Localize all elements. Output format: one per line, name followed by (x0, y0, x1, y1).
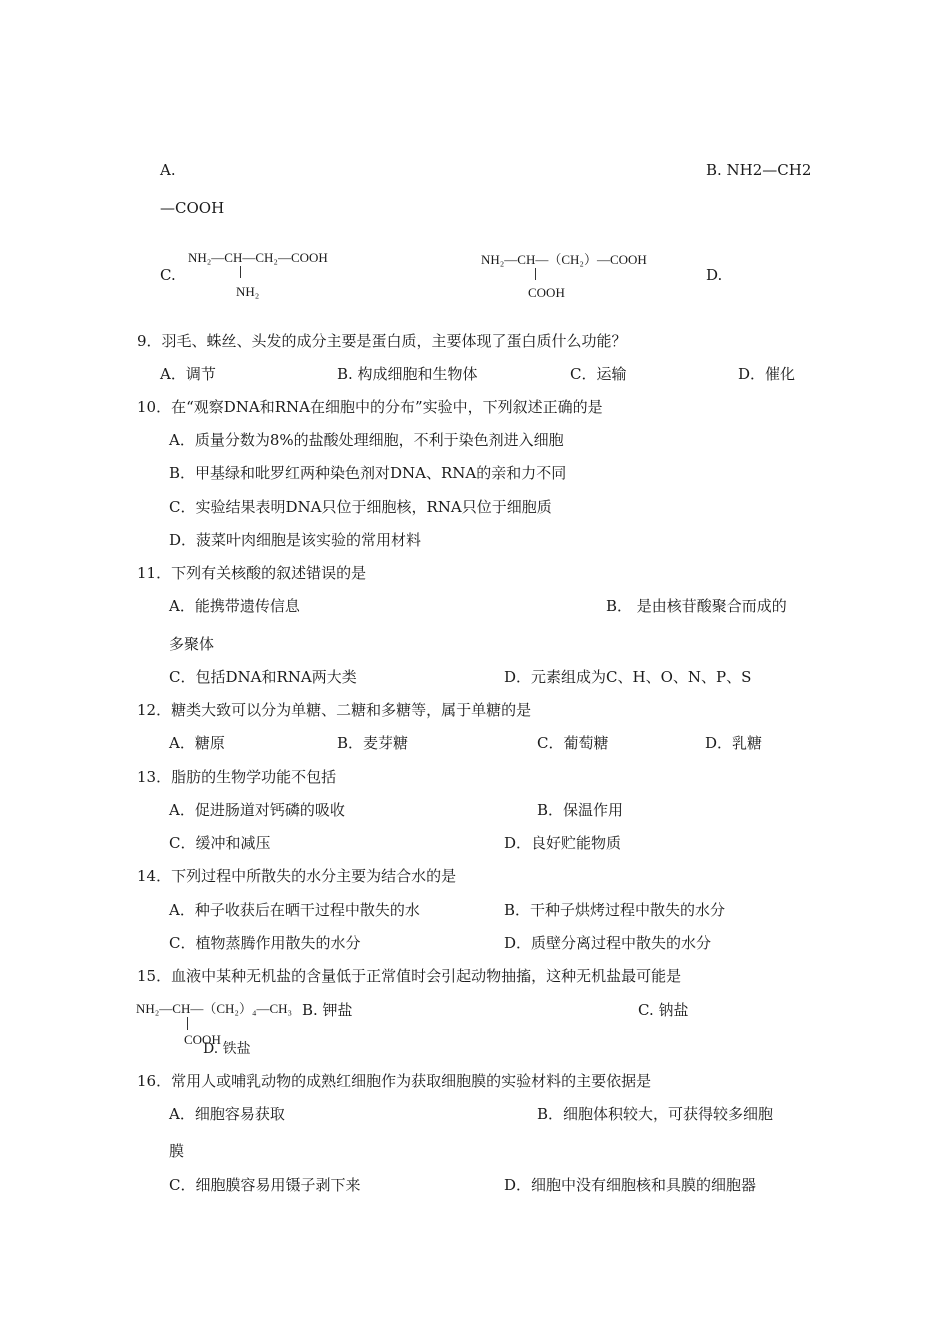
q14-option-d: D．质壁分离过程中散失的水分 (504, 934, 712, 952)
q8-option-d: D. (706, 266, 723, 284)
q11-option-b: B． 是由核苷酸聚合而成的 (606, 597, 787, 615)
q15-structure-main-chain: NH₂—CH—（CH₂）₄—CH₃ (136, 1001, 293, 1016)
q14-stem: 14．下列过程中所散失的水分主要为结合水的是 (137, 867, 457, 885)
q12-option-d: D．乳糖 (705, 734, 763, 752)
q11-option-b-continued: 多聚体 (169, 635, 215, 653)
q9-stem: 9．羽毛、蛛丝、头发的成分主要是蛋白质，主要体现了蛋白质什么功能？ (137, 332, 627, 350)
q12-option-c: C．葡萄糖 (537, 734, 609, 752)
q11-stem: 11．下列有关核酸的叙述错误的是 (137, 564, 367, 582)
q16-option-a: A．细胞容易获取 (169, 1105, 285, 1123)
q8-option-c: C. (160, 266, 176, 284)
q15-stem: 15．血液中某种无机盐的含量低于正常值时会引起动物抽搐，这种无机盐最可能是 (137, 967, 682, 985)
q12-option-b: B．麦芽糖 (337, 734, 409, 752)
q16-option-c: C．细胞膜容易用镊子剥下来 (169, 1176, 361, 1194)
q11-option-c: C．包括DNA和RNA两大类 (169, 668, 357, 686)
q13-option-d: D．良好贮能物质 (504, 834, 622, 852)
q16-option-d: D．细胞中没有细胞核和具膜的细胞器 (504, 1176, 757, 1194)
q14-option-c: C．植物蒸腾作用散失的水分 (169, 934, 361, 952)
q14-option-b: B．干种子烘烤过程中散失的水分 (504, 901, 726, 919)
structure-d-bond (535, 268, 536, 280)
structure-c-side-group: NH₂ (236, 284, 260, 299)
q13-option-a: A．促进肠道对钙磷的吸收 (169, 801, 345, 819)
q9-option-c: C．运输 (570, 365, 627, 383)
q13-stem: 13．脂肪的生物学功能不包括 (137, 768, 337, 786)
q10-option-b: B．甲基绿和吡罗红两种染色剂对DNA、RNA的亲和力不同 (169, 464, 567, 482)
q8-option-a: A. (160, 161, 176, 179)
q11-option-d: D．元素组成为C、H、O、N、P、S (504, 668, 752, 686)
structure-d-main-chain: NH₂—CH—（CH₂）—COOH (481, 252, 647, 267)
q10-stem: 10．在“观察DNA和RNA在细胞中的分布”实验中，下列叙述正确的是 (137, 398, 603, 416)
q8-option-b-continued: —COOH (160, 199, 225, 217)
q15-structure-side-group: COOH (184, 1032, 221, 1047)
structure-d-side-group: COOH (528, 285, 565, 300)
q12-stem: 12．糖类大致可以分为单糖、二糖和多糖等，属于单糖的是 (137, 701, 532, 719)
q11-option-a: A．能携带遗传信息 (169, 597, 300, 615)
q15-structure-bond (187, 1017, 188, 1030)
q16-option-b: B．细胞体积较大，可获得较多细胞 (537, 1105, 774, 1123)
q15-option-b: B. 钾盐 (302, 1001, 353, 1019)
q10-option-d: D．菠菜叶肉细胞是该实验的常用材料 (169, 531, 422, 549)
q15-option-d: D. 铁盐 (203, 1041, 251, 1057)
q15-option-c: C. 钠盐 (638, 1001, 689, 1019)
q12-option-a: A．糖原 (169, 734, 225, 752)
structure-c-bond (240, 266, 241, 278)
q9-option-d: D．催化 (738, 365, 796, 383)
q13-option-b: B．保温作用 (537, 801, 624, 819)
structure-c-main-chain: NH₂—CH—CH₂—COOH (188, 250, 328, 265)
q13-option-c: C．缓冲和减压 (169, 834, 271, 852)
q14-option-a: A．种子收获后在晒干过程中散失的水 (169, 901, 420, 919)
q8-option-b: B. NH2—CH2 (706, 161, 812, 179)
q16-stem: 16．常用人或哺乳动物的成熟红细胞作为获取细胞膜的实验材料的主要依据是 (137, 1072, 652, 1090)
q9-option-b: B. 构成细胞和生物体 (337, 365, 478, 383)
q10-option-a: A．质量分数为8%的盐酸处理细胞，不利于染色剂进入细胞 (169, 431, 564, 449)
q9-option-a: A．调节 (160, 365, 216, 383)
q16-option-b-continued: 膜 (169, 1142, 185, 1160)
q10-option-c: C．实验结果表明DNA只位于细胞核，RNA只位于细胞质 (169, 498, 552, 516)
